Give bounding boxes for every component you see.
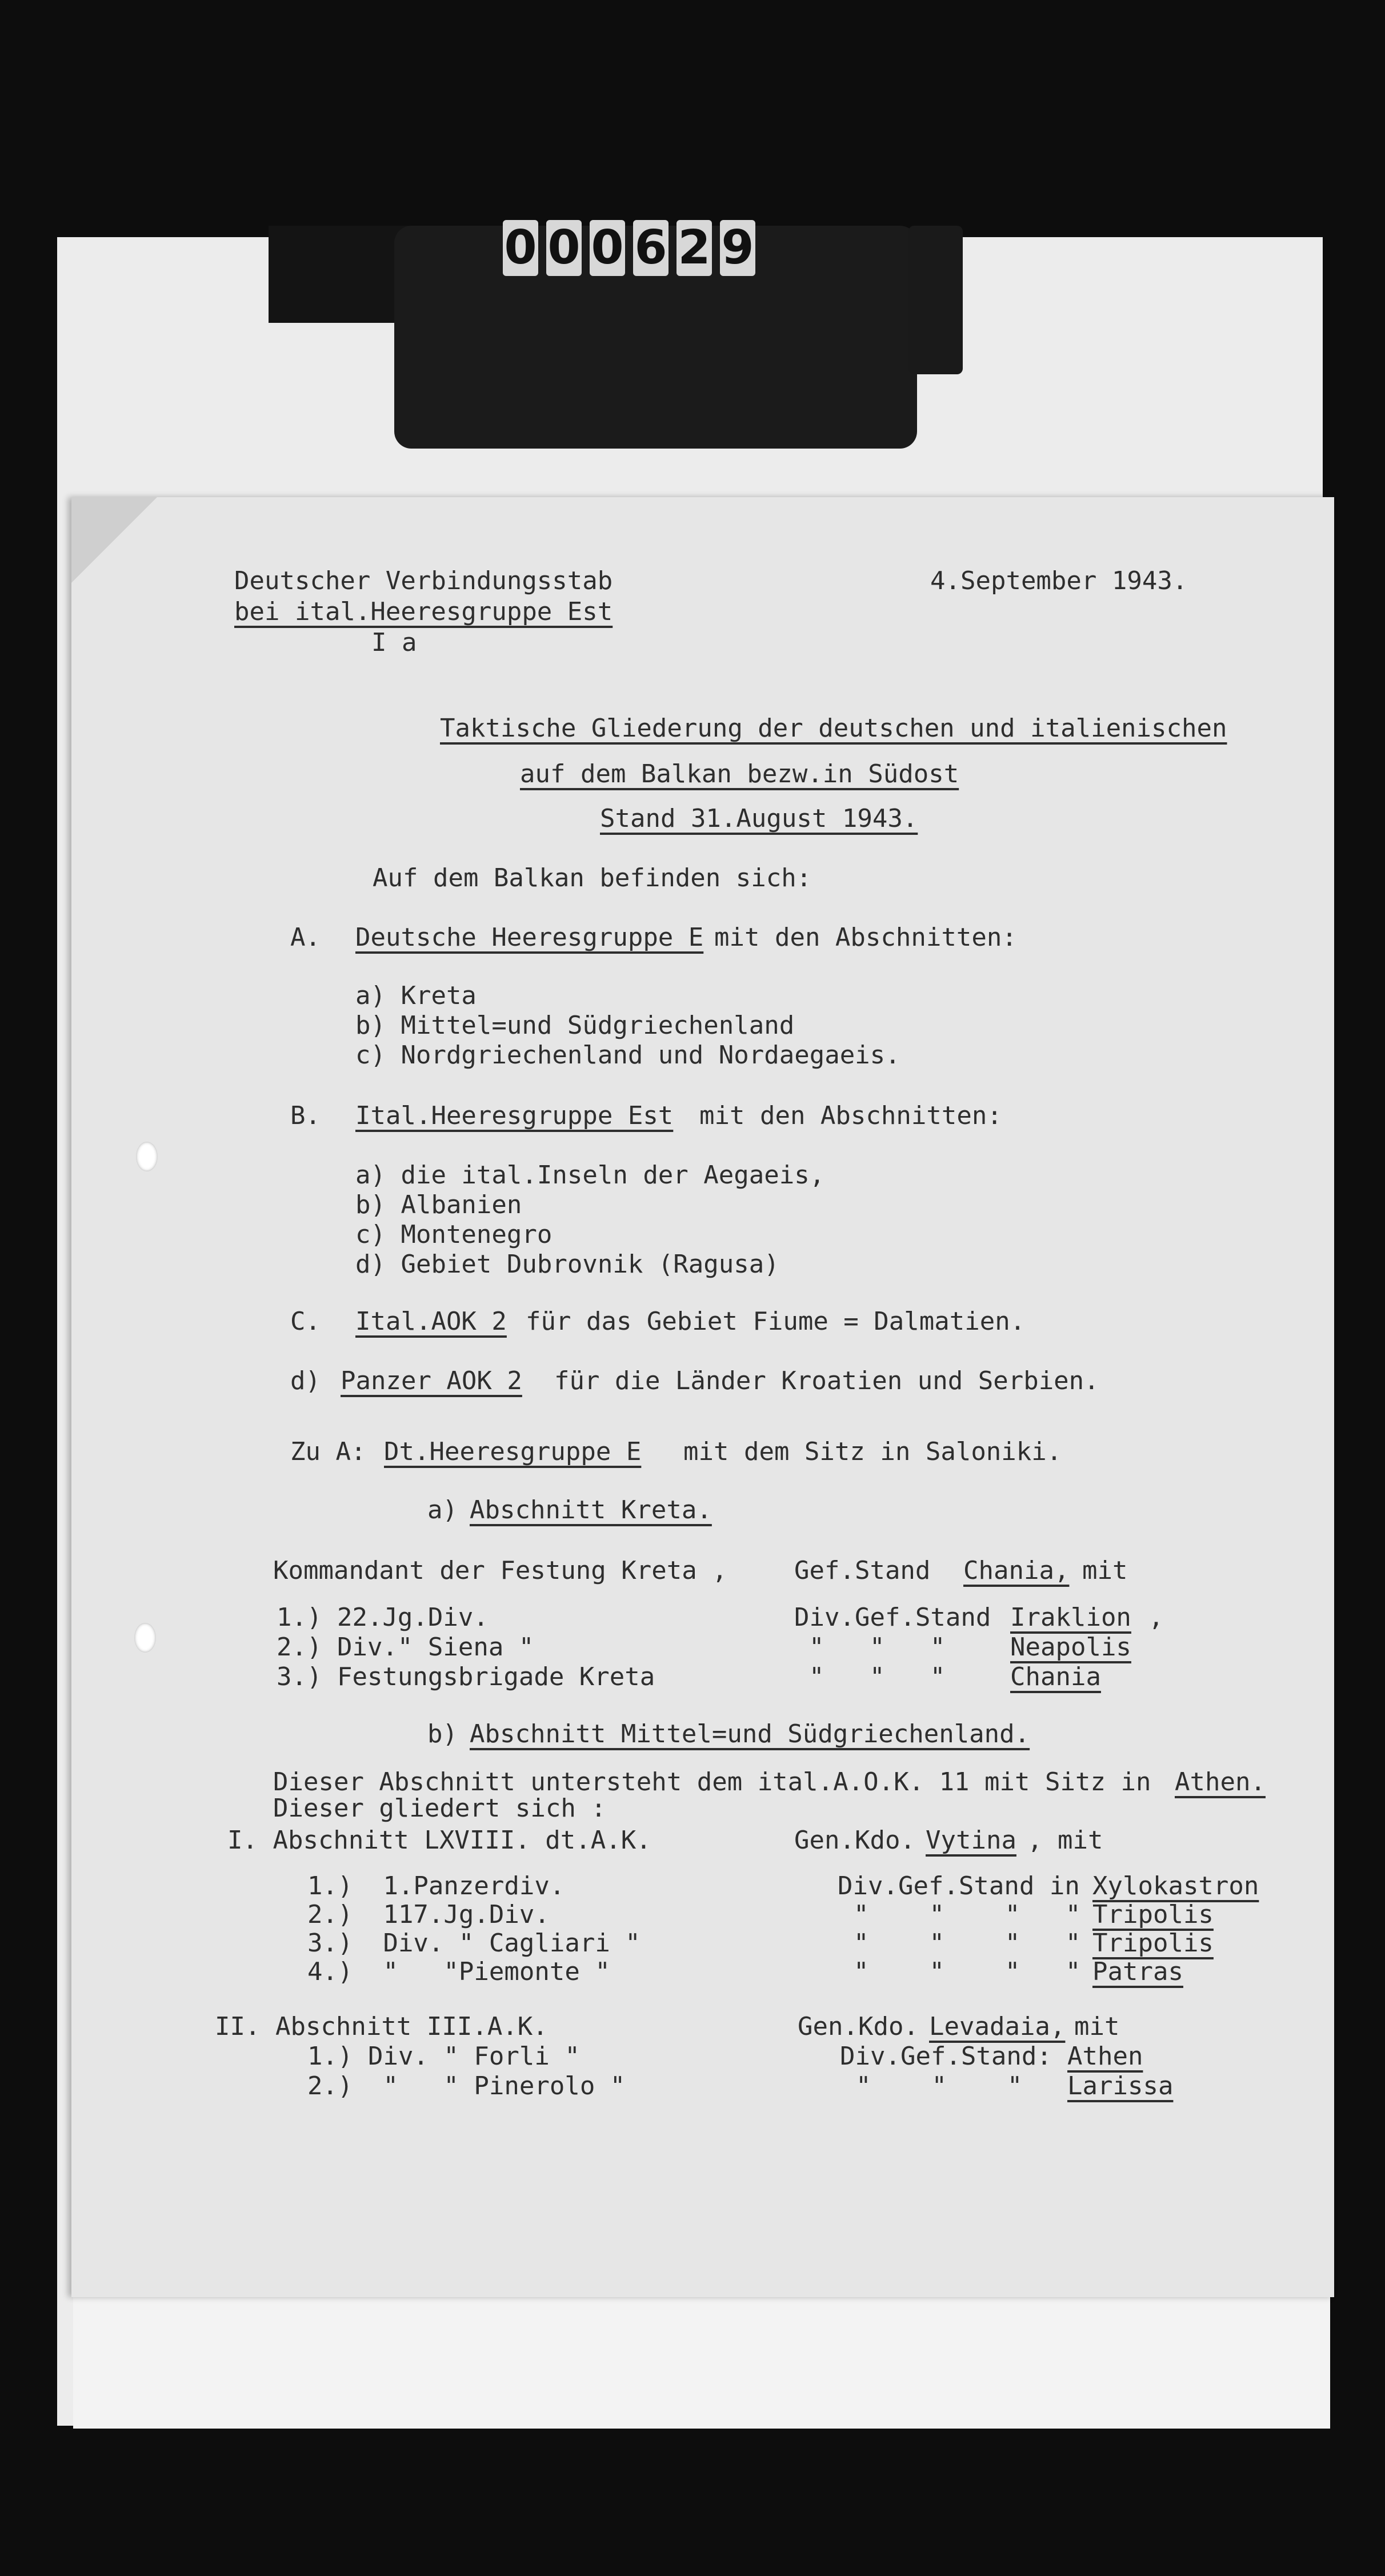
- sender-line-2: bei ital.Heeresgruppe Est: [234, 597, 613, 626]
- corps-unit-place: Larissa: [1067, 2071, 1174, 2101]
- section-b-item: b) Albanien: [355, 1190, 522, 1219]
- corps-hq: Gen.Kdo.: [794, 1826, 915, 1855]
- corps-unit-stand: " " ": [856, 2071, 1023, 2101]
- corps-unit: 4.) " "Piemonte ": [307, 1957, 610, 1986]
- kreta-unit-place: Chania: [1010, 1662, 1101, 1691]
- section-b-item: c) Montenegro: [355, 1220, 553, 1249]
- corps-hq-tail: mit: [1074, 2012, 1120, 2041]
- corps-unit-stand: " " " ": [854, 1929, 1081, 1958]
- sub-b-title: Abschnitt Mittel=und Südgriechenland.: [470, 1719, 1030, 1749]
- corps-unit-place: Patras: [1092, 1957, 1183, 1986]
- sender-line-1: Deutscher Verbindungsstab: [234, 566, 613, 595]
- folded-corner: [71, 497, 157, 583]
- punch-hole: [136, 1142, 158, 1171]
- section-a-item: b) Mittel=und Südgriechenland: [355, 1011, 795, 1040]
- kreta-unit: 2.) Div." Siena ": [277, 1633, 534, 1662]
- counter-digits: [503, 220, 763, 277]
- sub-b-prefix: b): [427, 1719, 458, 1749]
- section-c-rest: für das Gebiet Fiume = Dalmatien.: [526, 1307, 1026, 1336]
- corps-unit-place: Tripolis: [1092, 1929, 1214, 1958]
- section-a-item: a) Kreta: [355, 981, 477, 1010]
- kreta-unit: 1.) 22.Jg.Div.: [277, 1603, 489, 1632]
- corps-unit: 1.) Div. " Forli ": [307, 2042, 580, 2071]
- sub-a-title: Abschnitt Kreta.: [470, 1495, 712, 1525]
- corps-hq-place: Levadaia,: [929, 2012, 1066, 2041]
- kreta-unit-place: Neapolis: [1010, 1633, 1131, 1662]
- sub-b-text-place: Athen.: [1175, 1767, 1266, 1797]
- section-a-rest: mit den Abschnitten:: [714, 923, 1017, 952]
- zu-a-prefix: Zu A:: [290, 1437, 366, 1466]
- section-b-name: Ital.Heeresgruppe Est: [355, 1101, 674, 1130]
- section-d-marker: d): [290, 1366, 321, 1395]
- lower-sheet-edge: [73, 2286, 1330, 2429]
- corps-unit: 3.) Div. " Cagliari ": [307, 1929, 641, 1958]
- document-date: 4.September 1943.: [930, 566, 1188, 595]
- commander-tail: mit: [1082, 1556, 1128, 1585]
- corps-unit: 2.) " " Pinerolo ": [307, 2071, 626, 2101]
- counter-digit: 0: [590, 220, 625, 276]
- section-b-item: d) Gebiet Dubrovnik (Ragusa): [355, 1250, 779, 1279]
- sub-b-text-line-1: Dieser Abschnitt untersteht dem ital.A.O.K. 11 mit Sitz in: [273, 1767, 1151, 1797]
- corps-hq-tail: , mit: [1027, 1826, 1103, 1855]
- corps-unit: 2.) 117.Jg.Div.: [307, 1900, 550, 1929]
- section-b-item: a) die ital.Inseln der Aegaeis,: [355, 1161, 825, 1190]
- kreta-unit-stand: Div.Gef.Stand: [794, 1603, 991, 1632]
- sub-a-prefix: a): [427, 1495, 458, 1525]
- section-c-name: Ital.AOK 2: [355, 1307, 507, 1336]
- punch-hole: [134, 1623, 156, 1653]
- kreta-unit-place: Iraklion: [1010, 1603, 1131, 1632]
- intro-text: Auf dem Balkan befinden sich:: [373, 863, 812, 893]
- zu-a-name: Dt.Heeresgruppe E: [384, 1437, 642, 1466]
- counter-digit: 0: [546, 220, 582, 276]
- section-a-item: c) Nordgriechenland und Nordaegaeis.: [355, 1041, 900, 1070]
- corps-unit-place: Athen: [1067, 2042, 1143, 2071]
- counter-digit: 6: [633, 220, 669, 276]
- title-line-2: auf dem Balkan bezw.in Südost: [520, 759, 959, 789]
- sub-b-text-line-2: Dieser gliedert sich :: [273, 1794, 606, 1823]
- kreta-unit-stand: " " ": [809, 1633, 946, 1662]
- commander-place: Chania,: [963, 1556, 1070, 1585]
- section-d-rest: für die Länder Kroatien und Serbien.: [554, 1366, 1099, 1395]
- corps-unit-stand: " " " ": [854, 1957, 1081, 1986]
- corps-unit-place: Xylokastron: [1092, 1871, 1259, 1901]
- corps-unit-stand: Div.Gef.Stand in: [838, 1871, 1080, 1901]
- sender-line-3: I a: [371, 628, 417, 657]
- section-a-marker: A.: [290, 923, 321, 952]
- corps-hq-place: Vytina: [926, 1826, 1016, 1855]
- corps-title: I. Abschnitt LXVIII. dt.A.K.: [227, 1826, 651, 1855]
- corps-unit-stand: " " " ": [854, 1900, 1081, 1929]
- commander-stand: Gef.Stand: [794, 1556, 931, 1585]
- kreta-unit: 3.) Festungsbrigade Kreta: [277, 1662, 655, 1691]
- corps-title: II. Abschnitt III.A.K.: [215, 2012, 548, 2041]
- corps-unit-place: Tripolis: [1092, 1900, 1214, 1929]
- kreta-unit-stand: " " ": [809, 1662, 946, 1691]
- counter-digit: 9: [720, 220, 755, 276]
- section-d-name: Panzer AOK 2: [341, 1366, 522, 1395]
- zu-a-rest: mit dem Sitz in Saloniki.: [683, 1437, 1062, 1466]
- corps-hq: Gen.Kdo.: [798, 2012, 919, 2041]
- corps-unit-stand: Div.Gef.Stand:: [840, 2042, 1052, 2071]
- section-b-marker: B.: [290, 1101, 321, 1130]
- section-a-name: Deutsche Heeresgruppe E: [355, 923, 704, 952]
- counter-digit: 0: [503, 220, 538, 276]
- kreta-unit-tail: ,: [1148, 1603, 1164, 1632]
- counter-knob: [908, 226, 963, 374]
- title-line-3: Stand 31.August 1943.: [600, 804, 918, 833]
- title-line-1: Taktische Gliederung der deutschen und italienischen: [440, 714, 1227, 743]
- section-c-marker: C.: [290, 1307, 321, 1336]
- commander-line: Kommandant der Festung Kreta ,: [273, 1556, 727, 1585]
- section-b-rest: mit den Abschnitten:: [699, 1101, 1002, 1130]
- corps-unit: 1.) 1.Panzerdiv.: [307, 1871, 565, 1901]
- counter-digit: 2: [677, 220, 712, 276]
